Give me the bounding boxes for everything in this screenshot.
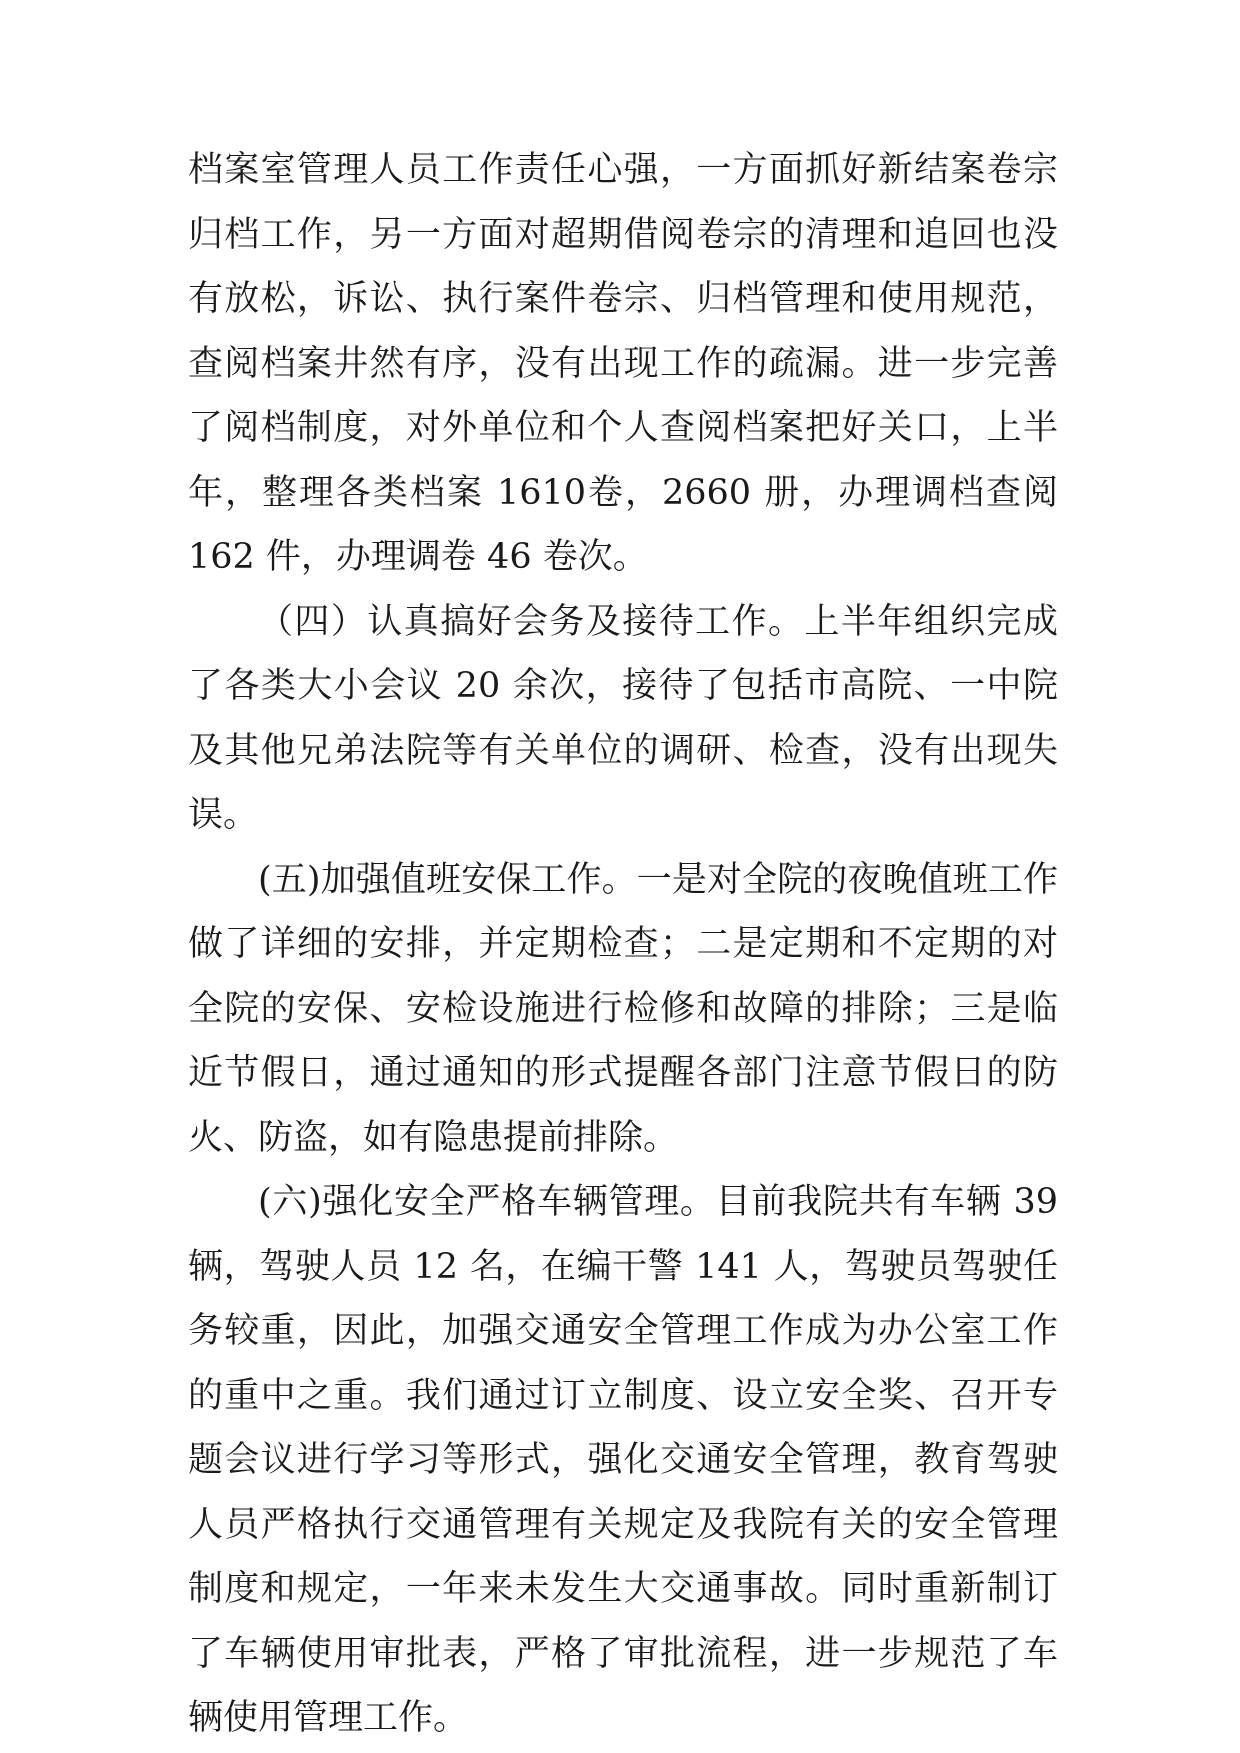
text-line: 大交通事故。同时重新制订了车辆使用审批表，严格了审批	[188, 1569, 1058, 1674]
text-line: 诉讼、执行案件卷宗、归档管理和使用规范，查阅档案井然	[188, 279, 1058, 384]
text-line: 驾驶人员 12 名，在编干警 141 人，驾驶员驾驶任务较重，	[188, 1246, 1058, 1351]
text-line: 隐患提前排除。	[433, 1117, 679, 1158]
text-line: 我们通过订立制度、设立安全奖、召开专题会议进行学习等	[188, 1375, 1058, 1480]
text-line: 有关规定及我院有关的安全管理制度和规定，一年来未发生	[188, 1504, 1058, 1609]
document-body	[188, 138, 1058, 1751]
text-line: 档案室管理人员工作责任心强，一方面抓好新结案卷宗归档	[188, 150, 1058, 255]
text-line: 通过通知的形式提醒各部门注意节假日的防火、防盗，如有	[188, 1053, 1058, 1158]
text-line: 类大小会议 20 余次，接待了包括市高院、一中院及其他兄	[188, 666, 1058, 771]
text-line: 单位和个人查阅档案把好关口，上半年，整理各类档案 1610	[188, 408, 1058, 513]
paragraph-archive	[188, 138, 1058, 590]
text-line: 工作，另一方面对超期借阅卷宗的清理和追回也没有放松，	[188, 214, 1058, 319]
text-line: 流程，进一步规范了车辆使用管理工作。	[188, 1633, 1058, 1738]
text-line: (五)加强值班安保工作。一是对全院的夜晚值班工作做	[188, 859, 1058, 964]
text-line: 安保、安检设施进行检修和故障的排除；三是临近节假日，	[188, 988, 1058, 1093]
paragraph-meetings	[188, 590, 1058, 848]
text-line: （四）认真搞好会务及接待工作。上半年组织完成了各	[188, 601, 1058, 706]
paragraph-vehicles	[188, 1170, 1058, 1751]
text-line: 形式，强化交通安全管理，教育驾驶人员严格执行交通管理	[188, 1440, 1058, 1545]
text-line: 因此，加强交通安全管理工作成为办公室工作的重中之重。	[188, 1311, 1058, 1416]
text-line: 卷，2660 册，办理调档查阅 162 件，办理调卷 46 卷次。	[188, 472, 1058, 577]
text-line: 弟法院等有关单位的调研、检查，没有出现失误。	[188, 730, 1058, 835]
text-line: (六)强化安全严格车辆管理。目前我院共有车辆 39 辆，	[188, 1182, 1058, 1287]
text-line: 了详细的安排，并定期检查；二是定期和不定期的对全院的	[188, 924, 1058, 1029]
text-line: 有序，没有出现工作的疏漏。进一步完善了阅档制度，对外	[188, 343, 1058, 448]
paragraph-duty	[188, 848, 1058, 1171]
